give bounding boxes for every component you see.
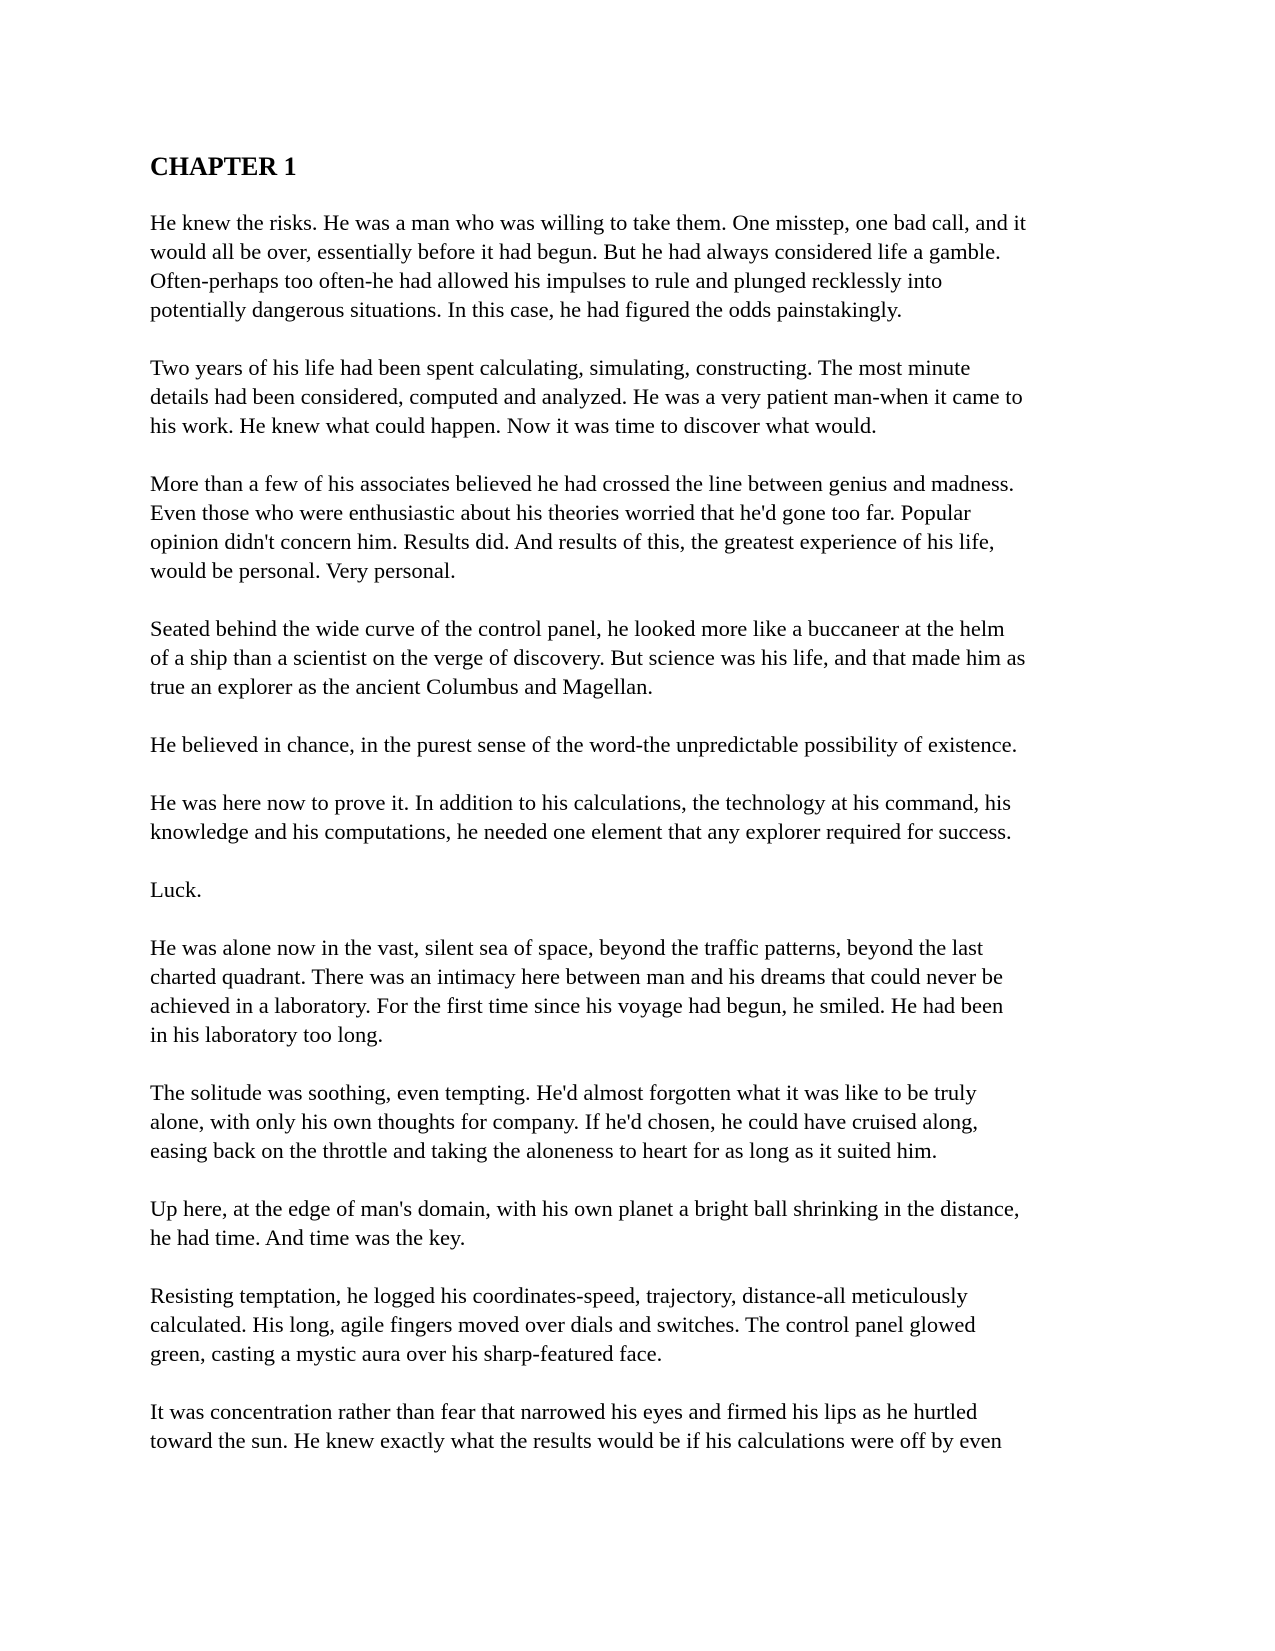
paragraph xyxy=(150,1078,1130,1165)
paragraph-line: Luck. xyxy=(150,877,202,902)
paragraph xyxy=(150,353,1130,440)
paragraph-line: knowledge and his computations, he needed one element that any explorer required for success. xyxy=(150,819,1012,844)
paragraph-line: his work. He knew what could happen. Now it was time to discover what would. xyxy=(150,413,877,438)
paragraph xyxy=(150,1281,1130,1368)
paragraph xyxy=(150,208,1130,324)
paragraph-list xyxy=(150,208,1130,1455)
paragraph-line: green, casting a mystic aura over his sharp-featured face. xyxy=(150,1341,663,1366)
paragraph-line: charted quadrant. There was an intimacy here between man and his dreams that could never be xyxy=(150,964,1003,989)
paragraph-line: Up here, at the edge of man's domain, with his own planet a bright ball shrinking in the distance, xyxy=(150,1196,1020,1221)
paragraph-line: toward the sun. He knew exactly what the results would be if his calculations were off by even xyxy=(150,1428,1002,1453)
paragraph xyxy=(150,875,1130,904)
paragraph-line: Often-perhaps too often-he had allowed his impulses to rule and plunged recklessly into xyxy=(150,268,943,293)
paragraph xyxy=(150,614,1130,701)
paragraph-line: Resisting temptation, he logged his coordinates-speed, trajectory, distance-all meticulously xyxy=(150,1283,968,1308)
paragraph-line: opinion didn't concern him. Results did. And results of this, the greatest experience of his life, xyxy=(150,529,995,554)
paragraph xyxy=(150,1397,1130,1455)
paragraph-line: It was concentration rather than fear that narrowed his eyes and firmed his lips as he hurtled xyxy=(150,1399,978,1424)
document-body xyxy=(150,150,1130,1484)
paragraph-line: in his laboratory too long. xyxy=(150,1022,384,1047)
paragraph xyxy=(150,469,1130,585)
paragraph-line: He believed in chance, in the purest sense of the word-the unpredictable possibility of existence. xyxy=(150,732,1018,757)
paragraph-line: He was alone now in the vast, silent sea of space, beyond the traffic patterns, beyond the last xyxy=(150,935,984,960)
paragraph-line: of a ship than a scientist on the verge of discovery. But science was his life, and that made him as xyxy=(150,645,1026,670)
paragraph-line: achieved in a laboratory. For the first time since his voyage had begun, he smiled. He had been xyxy=(150,993,1004,1018)
paragraph-line: The solitude was soothing, even tempting. He'd almost forgotten what it was like to be truly xyxy=(150,1080,977,1105)
paragraph-line: he had time. And time was the key. xyxy=(150,1225,466,1250)
paragraph-line: true an explorer as the ancient Columbus and Magellan. xyxy=(150,674,653,699)
paragraph-line: details had been considered, computed and analyzed. He was a very patient man-when it came to xyxy=(150,384,1023,409)
paragraph-line: calculated. His long, agile fingers moved over dials and switches. The control panel glowed xyxy=(150,1312,976,1337)
paragraph xyxy=(150,1194,1130,1252)
paragraph-line: would all be over, essentially before it had begun. But he had always considered life a gamble. xyxy=(150,239,1001,264)
paragraph-line: Even those who were enthusiastic about his theories worried that he'd gone too far. Popular xyxy=(150,500,971,525)
paragraph-line: Seated behind the wide curve of the control panel, he looked more like a buccaneer at the helm xyxy=(150,616,1005,641)
paragraph-line: He knew the risks. He was a man who was willing to take them. One misstep, one bad call, and it xyxy=(150,210,1027,235)
paragraph xyxy=(150,933,1130,1049)
paragraph-line: would be personal. Very personal. xyxy=(150,558,456,583)
paragraph xyxy=(150,730,1130,759)
paragraph-line: More than a few of his associates believed he had crossed the line between genius and madness. xyxy=(150,471,1015,496)
paragraph-line: Two years of his life had been spent calculating, simulating, constructing. The most minute xyxy=(150,355,971,380)
chapter-title: CHAPTER 1 xyxy=(150,152,297,181)
paragraph-line: He was here now to prove it. In addition to his calculations, the technology at his command, his xyxy=(150,790,1012,815)
paragraph xyxy=(150,788,1130,846)
paragraph-line: potentially dangerous situations. In this case, he had figured the odds painstakingly. xyxy=(150,297,903,322)
paragraph-line: easing back on the throttle and taking the aloneness to heart for as long as it suited him. xyxy=(150,1138,938,1163)
paragraph-line: alone, with only his own thoughts for company. If he'd chosen, he could have cruised along, xyxy=(150,1109,979,1134)
